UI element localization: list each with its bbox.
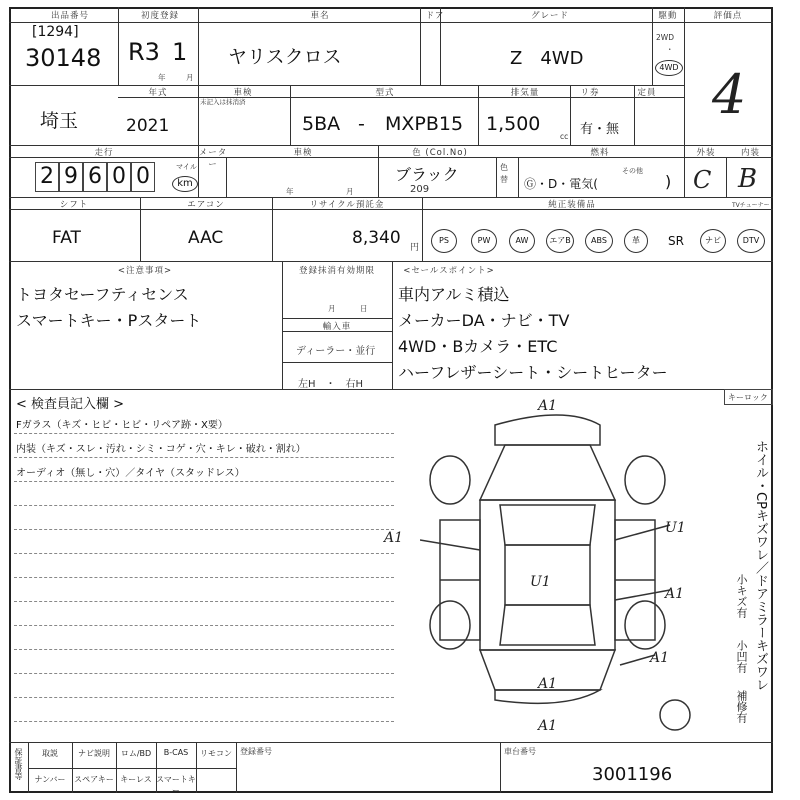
score-label: 評価点 xyxy=(713,11,743,21)
chassis-label: 車台番号 xyxy=(504,747,536,756)
keylock-label: キーロック xyxy=(728,393,768,402)
expire-year: 年 xyxy=(286,187,294,196)
grade-label: グレード xyxy=(530,11,569,21)
expire-month: 月 xyxy=(346,187,354,196)
wheel-icon xyxy=(430,601,470,649)
handle-option: 左H ・ 右H xyxy=(298,379,364,390)
tsuki-mark: 月 xyxy=(186,73,194,82)
car-name: ヤリスクロス xyxy=(228,46,342,68)
recycle-presence: 有・無 xyxy=(580,122,620,137)
doc-remote: リモコン xyxy=(200,749,232,758)
mark-rear-bumper: A1 xyxy=(538,718,558,734)
wheel-icon xyxy=(430,456,470,504)
aircon: AAC xyxy=(188,228,224,248)
mileage-digit: 6 xyxy=(88,164,102,189)
inspection-label: 車検 xyxy=(233,88,253,98)
dealer-option: ディーラー・並行 xyxy=(296,346,376,357)
mark-left: A1 xyxy=(384,530,404,546)
checker-label: < 検査員記入欄 > xyxy=(16,397,125,412)
cc-unit: cc xyxy=(560,132,569,141)
lot-small: [1294] xyxy=(32,24,79,40)
aircon-label: エアコン xyxy=(187,200,225,210)
wheel-icon xyxy=(625,601,665,649)
displacement-label: 排気量 xyxy=(510,88,540,98)
sales-point: 車内アルミ積込 xyxy=(398,285,510,304)
equip-abs: ABS xyxy=(585,229,613,253)
sales-point: 4WD・Bカメラ・ETC xyxy=(398,337,558,356)
fuel-label: 燃料 xyxy=(590,148,610,158)
rear-bumper-shape xyxy=(495,690,600,703)
model-code: MXPB15 xyxy=(385,113,464,135)
color-change-label: 色替 xyxy=(500,163,508,184)
shift: FAT xyxy=(52,228,81,248)
year: 2021 xyxy=(126,116,170,136)
displacement: 1,500 xyxy=(486,113,541,135)
mark-rear: A1 xyxy=(538,676,558,692)
mark-roof: U1 xyxy=(530,574,551,590)
expiry-label: 登録抹消有効期限 xyxy=(298,266,375,276)
inspection-line: オーディオ（無し・穴）／タイヤ（スタッドレス） xyxy=(16,468,245,479)
doc-bcas: B-CAS xyxy=(163,748,189,757)
doc-smart-key: スマートキー xyxy=(156,775,196,795)
sales-point: ハーフレザーシート・シートヒーター xyxy=(398,363,668,382)
mileage-digit: 0 xyxy=(112,164,126,189)
drive-4wd-circle: 4WD xyxy=(655,60,683,76)
equip-dtv: DTV xyxy=(737,229,765,253)
exterior-grade: C xyxy=(693,166,712,194)
mark-front: A1 xyxy=(538,398,558,414)
lot-number: 30148 xyxy=(25,44,102,72)
fuel-other: その他 xyxy=(622,167,643,175)
mileage-label: 走行 xyxy=(94,148,114,158)
sales-label: <セールスポイント> xyxy=(403,266,495,276)
equip-aw: AW xyxy=(509,229,535,253)
equip-airbag: エアB xyxy=(546,229,574,253)
recycle-check-label: リ券 xyxy=(580,88,600,98)
region: 埼玉 xyxy=(40,110,79,132)
windshield-shape xyxy=(500,505,595,545)
mileage-digit: 2 xyxy=(40,164,54,189)
inspection-line: Fガラス（キズ・ヒビ・ヒビ・リペア跡・X要） xyxy=(16,420,228,431)
interior-label: 内装 xyxy=(740,148,760,158)
equip-pw: PW xyxy=(471,229,497,253)
doc-navi-manual: ナビ説明 xyxy=(78,749,110,758)
recycle-label: リサイクル預託金 xyxy=(309,200,385,210)
fuel-close: ) xyxy=(665,172,672,191)
mileage-unit-mile: マイル xyxy=(176,163,197,171)
front-bumper-shape xyxy=(495,415,600,445)
inspection-sub: 未記入は抹消済 xyxy=(200,98,246,106)
expiry-month: 月 xyxy=(328,304,336,313)
note-line: トヨタセーフティセンス xyxy=(16,285,189,304)
reg-number-label: 登録番号 xyxy=(240,747,272,756)
car-diagram xyxy=(420,400,720,745)
model-label: 型式 xyxy=(375,88,395,98)
drive-2wd: 2WD xyxy=(656,33,674,42)
nen-mark: 年 xyxy=(158,73,166,82)
interior-grade: B xyxy=(738,164,758,194)
name-label: 車名 xyxy=(310,11,330,21)
doc-manual: 取説 xyxy=(42,749,58,758)
rear-glass-shape xyxy=(500,605,595,645)
sales-point: メーカーDA・ナビ・TV xyxy=(398,311,570,330)
side-sub: 補修有 xyxy=(735,690,748,723)
shift-label: シフト xyxy=(59,200,89,210)
equip-leather: 革 xyxy=(624,229,648,253)
side-sub: 小キズ有 xyxy=(735,574,748,618)
doc-spare-key: スペアキー xyxy=(74,775,114,784)
color-label: 色 (Col.No) xyxy=(412,148,468,158)
mark-right-rear: A1 xyxy=(665,586,685,602)
fixed-label: 定員 xyxy=(637,88,657,98)
color-number: 209 xyxy=(410,184,430,195)
first-reg-label: 初度登録 xyxy=(140,11,179,21)
equipment-label: 純正装備品 xyxy=(548,200,596,210)
fuel-options: Ⓖ・D・電気( xyxy=(524,177,598,191)
mark-rear-quarter: A1 xyxy=(650,650,670,666)
equip-ps: PS xyxy=(431,229,457,253)
inspection-label-2: 車検 xyxy=(293,148,313,158)
door-label: ドア xyxy=(425,11,445,21)
doc-rom: ロム/BD xyxy=(120,749,152,758)
notes-label: <注意事項> xyxy=(117,266,173,276)
doc-plate: ナンバー xyxy=(34,775,66,784)
recycle-fee: 8,340 xyxy=(352,228,401,248)
meter-label: メーター xyxy=(198,148,228,170)
tv-tuner-note: TVチューナー xyxy=(732,202,770,209)
color-name: ブラック xyxy=(395,165,459,184)
mileage-digit: 0 xyxy=(136,164,150,189)
mileage-digit: 9 xyxy=(64,164,78,189)
expiry-day: 日 xyxy=(360,304,368,313)
chassis-number: 3001196 xyxy=(592,764,673,785)
wheel-icon xyxy=(625,456,665,504)
first-reg-era: R3 xyxy=(128,38,160,66)
note-line: スマートキー・Pスタート xyxy=(16,311,202,330)
score-value: 4 xyxy=(712,63,747,126)
mileage-unit-km: km xyxy=(172,176,198,192)
spare-wheel-icon xyxy=(660,700,690,730)
first-reg-month: 1 xyxy=(172,38,188,66)
exterior-label: 外装 xyxy=(696,148,716,158)
model-dash: - xyxy=(358,113,365,135)
inspection-line: 内装（キズ・スレ・汚れ・シミ・コゲ・穴・キレ・破れ・割れ） xyxy=(16,444,306,455)
yen-unit: 円 xyxy=(410,243,420,253)
import-label: 輸入車 xyxy=(322,322,352,332)
side-sub: 小凹有 xyxy=(735,640,748,673)
mark-right-front: U1 xyxy=(665,520,686,536)
drive-label: 駆動 xyxy=(658,11,678,21)
equip-sr: SR xyxy=(668,234,684,248)
warranty-label: 保証書等 xyxy=(14,748,23,780)
doc-keyless: キーレス xyxy=(120,775,152,784)
year-label: 年式 xyxy=(148,88,168,98)
side-legend: ホイル・CPキズワレ／ドアミラーキズワレ xyxy=(753,440,768,691)
grade: Z 4WD xyxy=(510,48,584,69)
lot-label: 出品番号 xyxy=(50,11,89,21)
hood-shape xyxy=(480,445,615,500)
model-prefix: 5BA xyxy=(302,113,341,135)
equip-navi: ナビ xyxy=(700,229,726,253)
